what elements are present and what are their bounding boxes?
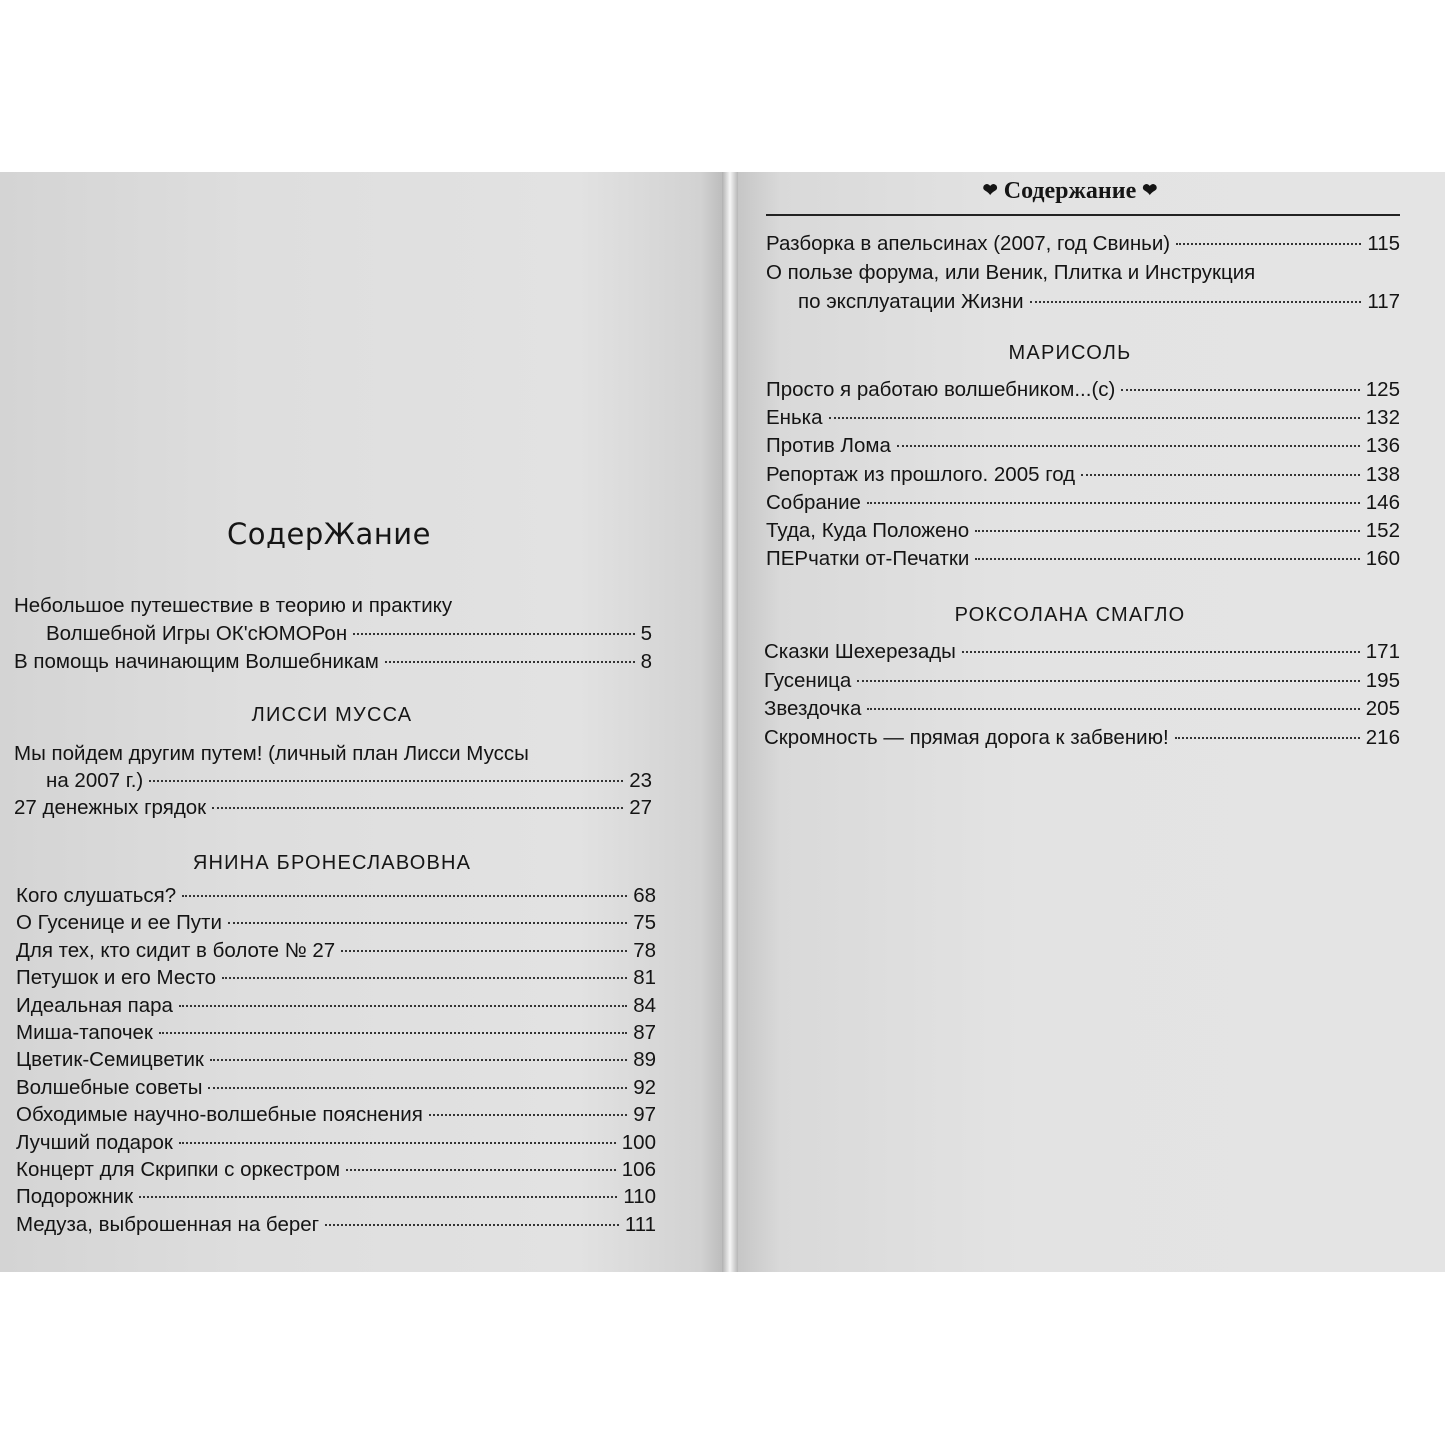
toc-entry[interactable] bbox=[14, 794, 652, 822]
toc-entry-page: 89 bbox=[633, 1048, 656, 1072]
toc-entry-page: 84 bbox=[633, 993, 656, 1017]
dot-leader bbox=[325, 1224, 619, 1226]
dot-leader bbox=[385, 661, 635, 663]
toc-entry[interactable] bbox=[16, 964, 656, 992]
toc-entry-title: Волшебной Игры ОК'сЮМОРон bbox=[46, 622, 348, 645]
toc-entry-title: Сказки Шехерезады bbox=[764, 640, 956, 663]
toc-entry-page: 160 bbox=[1365, 547, 1400, 571]
dot-leader bbox=[179, 1142, 616, 1144]
section-heading: МАРИСОЛЬ bbox=[1008, 342, 1132, 364]
toc-entry-page: 27 bbox=[629, 796, 652, 819]
dot-leader bbox=[857, 680, 1359, 682]
toc-entry[interactable] bbox=[766, 489, 1400, 517]
toc-entry-title: Петушок и его Место bbox=[16, 966, 217, 990]
section-heading: ЛИССИ МУССА bbox=[251, 704, 413, 726]
dot-leader bbox=[1081, 474, 1360, 476]
toc-entry-title: Миша-тапочек bbox=[16, 1021, 153, 1044]
toc-entry-title: Кого слушаться? bbox=[16, 884, 177, 907]
toc-entry[interactable] bbox=[46, 620, 652, 648]
toc-entry[interactable] bbox=[16, 882, 656, 910]
section-heading: ЯНИНА БРОНЕСЛАВОВНА bbox=[192, 852, 472, 874]
heart-icon: ❤ bbox=[1142, 180, 1158, 200]
dot-leader bbox=[346, 1169, 616, 1171]
toc-entry-page: 136 bbox=[1365, 434, 1400, 458]
toc-entry-title: В помощь начинающим Волшебникам bbox=[14, 650, 379, 673]
toc-entry-page: 115 bbox=[1367, 232, 1400, 255]
dot-leader bbox=[208, 1087, 627, 1089]
toc-entry[interactable] bbox=[764, 638, 1400, 666]
toc-entry-page: 87 bbox=[633, 1021, 656, 1044]
header-rule bbox=[766, 214, 1400, 216]
toc-entry-page: 75 bbox=[633, 911, 656, 935]
dot-leader bbox=[1176, 243, 1361, 245]
toc-entry-line: Небольшое путешествие в теорию и практику bbox=[14, 594, 453, 617]
toc-entry[interactable] bbox=[766, 230, 1400, 258]
toc-entry-page: 138 bbox=[1365, 462, 1400, 486]
toc-entry[interactable] bbox=[16, 1046, 656, 1074]
toc-entry-page: 125 bbox=[1365, 378, 1400, 401]
toc-entry-page: 81 bbox=[633, 966, 656, 990]
toc-entry-page: 78 bbox=[633, 938, 656, 962]
toc-entry[interactable] bbox=[764, 667, 1400, 695]
section-heading: РОКСОЛАНА СМАГЛО bbox=[954, 604, 1186, 626]
toc-entry-page: 106 bbox=[621, 1158, 656, 1181]
dot-leader bbox=[139, 1196, 617, 1198]
toc-entry-title: Обходимые научно-волшебные пояснения bbox=[16, 1103, 423, 1127]
toc-entry[interactable] bbox=[14, 648, 652, 676]
toc-entry-title: Звездочка bbox=[764, 697, 862, 721]
toc-entry-page: 216 bbox=[1365, 725, 1400, 749]
dot-leader bbox=[341, 950, 627, 952]
toc-entry-title: Просто я работаю волшебником...(с) bbox=[766, 378, 1116, 401]
toc-entry-title: Енька bbox=[766, 406, 823, 430]
toc-entry-title: ПЕРчатки от-Печатки bbox=[766, 547, 970, 571]
toc-entry-page: 68 bbox=[633, 884, 656, 907]
right-page bbox=[738, 172, 1445, 1272]
toc-entry-page: 5 bbox=[640, 622, 652, 645]
toc-entry-page: 132 bbox=[1365, 406, 1400, 430]
dot-leader bbox=[829, 417, 1360, 419]
heart-icon: ❤ bbox=[982, 180, 998, 200]
dot-leader bbox=[210, 1059, 627, 1061]
toc-entry-title: Цветик-Семицветик bbox=[16, 1048, 204, 1072]
dot-leader bbox=[429, 1114, 627, 1116]
toc-entry[interactable] bbox=[16, 1183, 656, 1211]
toc-entry-title: по эксплуатации Жизни bbox=[798, 290, 1024, 313]
toc-entry-title: Подорожник bbox=[16, 1185, 134, 1209]
toc-entry-page: 117 bbox=[1367, 290, 1400, 313]
dot-leader bbox=[975, 530, 1360, 532]
toc-entry[interactable] bbox=[16, 1211, 656, 1239]
toc-entry-title: Концерт для Скрипки с оркестром bbox=[16, 1158, 341, 1181]
toc-entry-page: 97 bbox=[633, 1103, 656, 1127]
toc-entry[interactable] bbox=[16, 909, 656, 937]
dot-leader bbox=[867, 502, 1360, 504]
toc-entry-page: 23 bbox=[629, 769, 652, 792]
toc-entry-title: О Гусенице и ее Пути bbox=[16, 911, 222, 935]
toc-entry-page: 195 bbox=[1365, 668, 1400, 692]
book-gutter bbox=[722, 172, 738, 1272]
toc-entry[interactable] bbox=[764, 724, 1400, 752]
toc-entry[interactable] bbox=[798, 288, 1400, 316]
toc-entry-title: Собрание bbox=[766, 490, 861, 514]
toc-entry-page: 110 bbox=[623, 1185, 656, 1209]
toc-entry-title: Разборка в апельсинах (2007, год Свиньи) bbox=[766, 232, 1171, 255]
dot-leader bbox=[182, 895, 627, 897]
toc-entry[interactable] bbox=[766, 404, 1400, 432]
toc-entry[interactable] bbox=[16, 937, 656, 965]
toc-entry-page: 152 bbox=[1365, 519, 1400, 542]
toc-entry-title: Туда, Куда Положено bbox=[766, 519, 970, 542]
toc-entry[interactable] bbox=[766, 517, 1400, 545]
toc-entry-title: Репортаж из прошлого. 2005 год bbox=[766, 462, 1076, 486]
dot-leader bbox=[228, 922, 627, 924]
dot-leader bbox=[1121, 389, 1359, 391]
toc-entry-page: 92 bbox=[633, 1075, 656, 1099]
dot-leader bbox=[962, 651, 1360, 653]
dot-leader bbox=[867, 708, 1359, 710]
dot-leader bbox=[212, 807, 623, 809]
toc-entry-title: Идеальная пара bbox=[16, 993, 173, 1017]
running-head-title: Содержание bbox=[1003, 178, 1137, 204]
toc-entry-title: Против Лома bbox=[766, 434, 891, 458]
running-head bbox=[738, 178, 1402, 205]
dot-leader bbox=[1030, 301, 1362, 303]
toc-entry-title: Для тех, кто сидит в болоте № 27 bbox=[16, 938, 336, 962]
toc-entry[interactable] bbox=[16, 1101, 656, 1129]
toc-entry[interactable] bbox=[16, 1156, 656, 1184]
toc-entry-page: 205 bbox=[1365, 697, 1400, 721]
toc-entry-page: 8 bbox=[640, 650, 652, 673]
dot-leader bbox=[353, 633, 634, 635]
toc-entry-line: Мы пойдем другим путем! (личный план Лисси Муссы bbox=[14, 742, 529, 765]
toc-entry[interactable] bbox=[766, 461, 1400, 489]
dot-leader bbox=[149, 780, 623, 782]
dot-leader bbox=[179, 1005, 627, 1007]
dot-leader bbox=[897, 445, 1360, 447]
dot-leader bbox=[1175, 737, 1360, 739]
toc-entry[interactable] bbox=[16, 992, 656, 1020]
toc-entry-title: Лучший подарок bbox=[16, 1130, 173, 1154]
toc-entry-title: Скромность — прямая дорога к забвению! bbox=[764, 725, 1169, 749]
toc-entry[interactable] bbox=[16, 1074, 656, 1102]
left-page bbox=[0, 172, 722, 1272]
dot-leader bbox=[222, 977, 627, 979]
toc-entry-line: О пользе форума, или Веник, Плитка и Инструкция bbox=[766, 261, 1256, 284]
toc-entry-title: Гусеница bbox=[764, 668, 852, 692]
toc-entry[interactable] bbox=[16, 1019, 656, 1047]
toc-entry-title: 27 денежных грядок bbox=[14, 796, 207, 819]
toc-entry-title: Волшебные советы bbox=[16, 1075, 203, 1099]
toc-entry-page: 171 bbox=[1365, 640, 1400, 663]
toc-entry-title: Медуза, выброшенная на берег bbox=[16, 1212, 320, 1236]
dot-leader bbox=[975, 558, 1360, 560]
toc-entry-page: 100 bbox=[621, 1130, 656, 1154]
toc-entry[interactable] bbox=[766, 545, 1400, 573]
toc-title: СодерЖание bbox=[227, 517, 431, 551]
toc-entry[interactable] bbox=[764, 695, 1400, 723]
toc-entry[interactable] bbox=[766, 376, 1400, 404]
toc-entry[interactable] bbox=[16, 1129, 656, 1157]
toc-entry-page: 111 bbox=[624, 1212, 656, 1236]
toc-entry-page: 146 bbox=[1365, 490, 1400, 514]
toc-entry[interactable] bbox=[46, 767, 652, 795]
dot-leader bbox=[159, 1032, 627, 1034]
toc-entry-title: на 2007 г.) bbox=[46, 769, 144, 792]
toc-entry[interactable] bbox=[766, 432, 1400, 460]
